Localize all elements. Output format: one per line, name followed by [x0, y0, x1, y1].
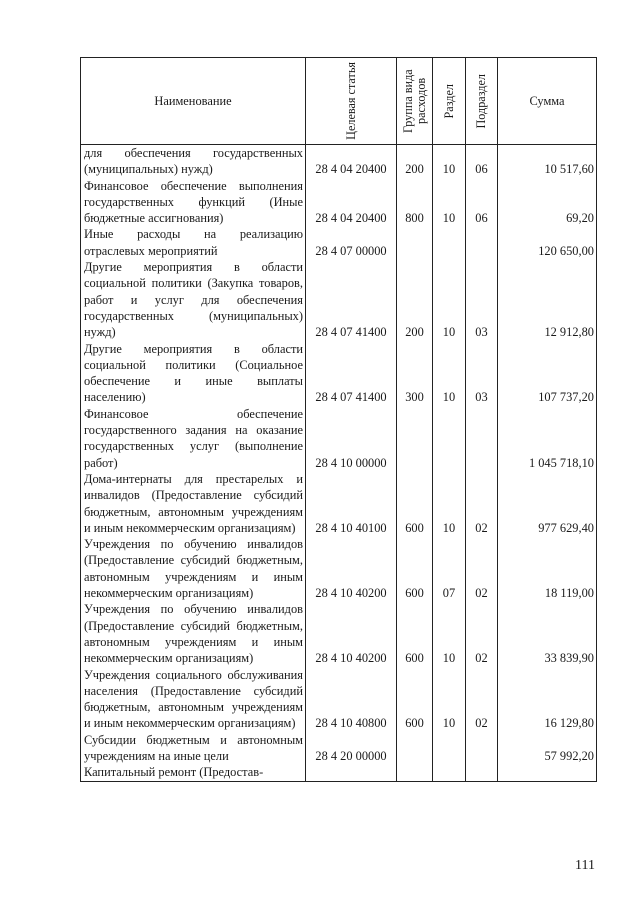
row-name: Финансовое обеспечение государственного задания на оказание государственных услуг (выполнение работ) — [81, 406, 306, 471]
row-sum: 33 839,90 — [498, 601, 597, 666]
row-subsection: 02 — [466, 471, 498, 536]
row-sum: 12 912,80 — [498, 259, 597, 340]
row-sum: 18 119,00 — [498, 536, 597, 601]
row-target: 28 4 04 20400 — [306, 178, 397, 227]
row-subsection: 06 — [466, 178, 498, 227]
budget-table — [80, 57, 597, 782]
row-section: 10 — [433, 145, 466, 178]
row-target: 28 4 07 41400 — [306, 341, 397, 406]
row-section — [433, 226, 466, 259]
row-name: для обеспечения государственных (муниципальных) нужд) — [81, 145, 306, 178]
row-name: Другие мероприятия в области социальной политики (Закупка товаров, работ и услуг для обеспечения государственных (муниципальных) нужд) — [81, 259, 306, 340]
row-group: 200 — [397, 259, 433, 340]
row-group: 200 — [397, 145, 433, 178]
row-sum: 69,20 — [498, 178, 597, 227]
row-subsection: 06 — [466, 145, 498, 178]
row-target: 28 4 10 40200 — [306, 601, 397, 666]
row-section: 10 — [433, 259, 466, 340]
row-target: 28 4 07 00000 — [306, 226, 397, 259]
row-group — [397, 764, 433, 781]
row-section: 10 — [433, 601, 466, 666]
table-row — [81, 601, 597, 666]
header-group: Группа вида расходов — [397, 58, 433, 145]
row-group: 600 — [397, 471, 433, 536]
table-row — [81, 732, 597, 765]
row-sum: 977 629,40 — [498, 471, 597, 536]
row-target — [306, 764, 397, 781]
row-section: 10 — [433, 471, 466, 536]
header-sum: Сумма — [498, 58, 597, 145]
row-subsection — [466, 406, 498, 471]
row-group: 600 — [397, 601, 433, 666]
row-section — [433, 406, 466, 471]
table-header-row — [81, 58, 597, 145]
row-section: 10 — [433, 667, 466, 732]
row-sum: 10 517,60 — [498, 145, 597, 178]
table-row — [81, 536, 597, 601]
table-row — [81, 178, 597, 227]
row-section: 07 — [433, 536, 466, 601]
row-target: 28 4 10 40100 — [306, 471, 397, 536]
row-sum — [498, 764, 597, 781]
row-subsection: 02 — [466, 536, 498, 601]
header-target: Целевая статья — [306, 58, 397, 145]
row-name: Субсидии бюджетным и автономным учреждениям на иные цели — [81, 732, 306, 765]
row-sum: 107 737,20 — [498, 341, 597, 406]
row-name: Учреждения по обучению инвалидов (Предоставление субсидий бюджетным, автономным учреждениям и иным некоммерческим организациям) — [81, 601, 306, 666]
row-group: 600 — [397, 667, 433, 732]
row-subsection — [466, 764, 498, 781]
row-group — [397, 226, 433, 259]
row-group: 300 — [397, 341, 433, 406]
table-row — [81, 341, 597, 406]
row-group: 800 — [397, 178, 433, 227]
row-subsection — [466, 732, 498, 765]
row-target: 28 4 10 00000 — [306, 406, 397, 471]
table-row — [81, 667, 597, 732]
row-subsection: 02 — [466, 601, 498, 666]
header-section: Раздел — [433, 58, 466, 145]
table-row — [81, 226, 597, 259]
table-row — [81, 471, 597, 536]
row-name: Дома-интернаты для престарелых и инвалидов (Предоставление субсидий бюджетным, автономным учреждениям и иным некоммерческим организациям) — [81, 471, 306, 536]
row-name: Учреждения по обучению инвалидов (Предоставление субсидий бюджетным, автономным учреждениям и иным некоммерческим организациям) — [81, 536, 306, 601]
row-name: Иные расходы на реализацию отраслевых мероприятий — [81, 226, 306, 259]
row-section — [433, 764, 466, 781]
table-row — [81, 259, 597, 340]
row-group — [397, 406, 433, 471]
row-section — [433, 732, 466, 765]
table-row — [81, 145, 597, 178]
row-target: 28 4 10 40200 — [306, 536, 397, 601]
row-name: Учреждения социального обслуживания населения (Предоставление субсидий бюджетным, автономным учреждениям и иным некоммерческим организациям) — [81, 667, 306, 732]
table-row — [81, 764, 597, 781]
header-name: Наименование — [81, 58, 306, 145]
row-name: Финансовое обеспечение выполнения государственных функций (Иные бюджетные ассигнования) — [81, 178, 306, 227]
row-section: 10 — [433, 341, 466, 406]
row-target: 28 4 07 41400 — [306, 259, 397, 340]
row-target: 28 4 10 40800 — [306, 667, 397, 732]
row-group: 600 — [397, 536, 433, 601]
header-subsection: Подраздел — [466, 58, 498, 145]
row-section: 10 — [433, 178, 466, 227]
row-sum: 1 045 718,10 — [498, 406, 597, 471]
row-name: Другие мероприятия в области социальной политики (Социальное обеспечение и иные выплаты населению) — [81, 341, 306, 406]
row-sum: 16 129,80 — [498, 667, 597, 732]
row-target: 28 4 04 20400 — [306, 145, 397, 178]
row-subsection: 03 — [466, 341, 498, 406]
row-subsection — [466, 226, 498, 259]
row-subsection: 03 — [466, 259, 498, 340]
row-group — [397, 732, 433, 765]
table-row — [81, 406, 597, 471]
row-target: 28 4 20 00000 — [306, 732, 397, 765]
page-number: 111 — [575, 858, 595, 873]
row-subsection: 02 — [466, 667, 498, 732]
row-sum: 120 650,00 — [498, 226, 597, 259]
row-name: Капитальный ремонт (Предостав- — [81, 764, 306, 781]
row-sum: 57 992,20 — [498, 732, 597, 765]
